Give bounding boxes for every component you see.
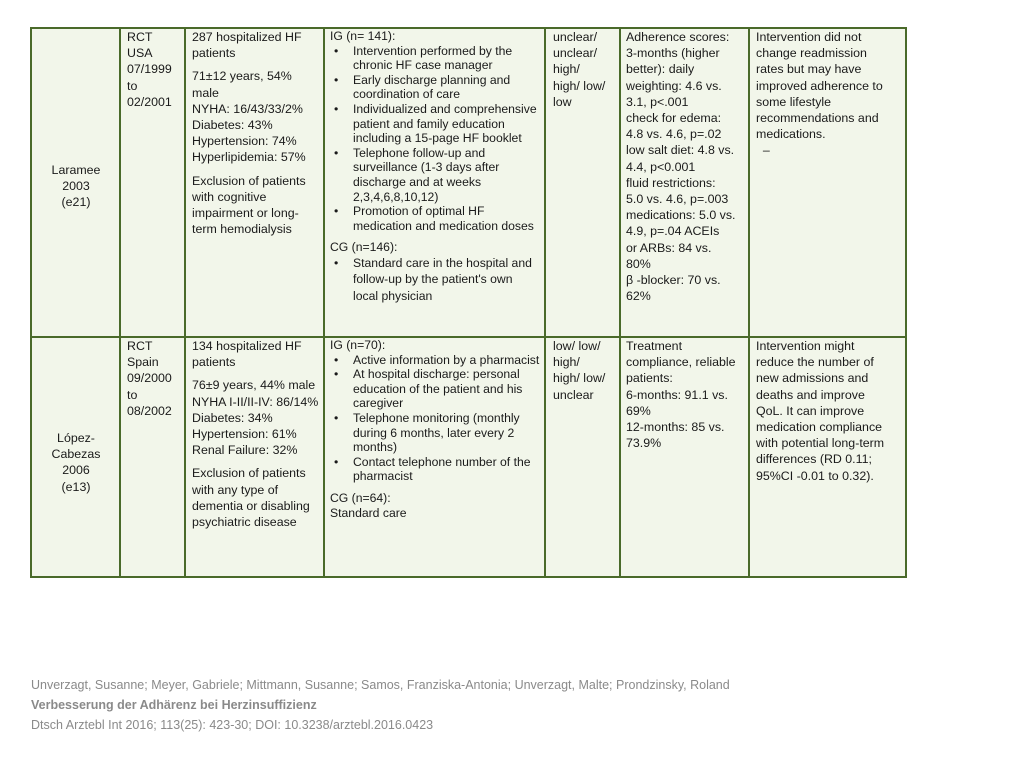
ig-list <box>330 44 540 234</box>
result-line: 69% <box>626 403 651 418</box>
result-line: better): daily <box>626 62 695 77</box>
risk-line: unclear/ <box>553 30 598 44</box>
population-line: Diabetes: 43% <box>192 118 273 133</box>
result-line: medications: 5.0 vs. <box>626 208 736 223</box>
conclusion-line: recommendations and <box>756 111 879 126</box>
conclusion-cell <box>756 29 904 159</box>
result-line: check for edema: <box>626 111 722 126</box>
population-line: Diabetes: 34% <box>192 410 273 425</box>
list-item: • Contact telephone number of the pharmacist <box>330 455 540 484</box>
design-line: to <box>127 387 138 402</box>
conclusion-line: new admissions and <box>756 371 869 386</box>
conclusion-line: some lifestyle <box>756 94 832 109</box>
risk-line: low/ low/ <box>553 339 601 353</box>
conclusion-line: Intervention did not <box>756 30 862 44</box>
design-line: 09/2000 <box>127 371 172 386</box>
result-line: 73.9% <box>626 436 662 451</box>
footer-citation: Dtsch Arztebl Int 2016; 113(25): 423-30; DOI: 10.3238/arztebl.2016.0423 <box>31 718 434 732</box>
list-item: • Standard care in the hospital and follow-up by the patient's own local physician <box>330 255 540 305</box>
conclusion-line: with potential long-term <box>756 436 885 451</box>
list-item: • Active information by a pharmacist <box>330 353 540 368</box>
cg-header: CG (n=64): <box>330 490 391 505</box>
evidence-table <box>30 27 907 578</box>
table-border-left <box>30 27 32 578</box>
risk-line: high/ low/ <box>553 78 606 93</box>
conclusion-cell <box>756 338 904 484</box>
risk-line: high/ <box>553 355 580 370</box>
exclusion-criteria: Exclusion of patients with cognitive impairment or long-term hemodialysis <box>192 173 306 237</box>
result-line: fluid restrictions: <box>626 175 716 190</box>
conclusion-line: differences (RD 0.11; <box>756 452 872 467</box>
result-line: β -blocker: 70 vs. <box>626 273 721 288</box>
population-cell <box>192 338 322 530</box>
ig-list <box>330 353 540 484</box>
list-item: • Intervention performed by the chronic HF case manager <box>330 44 540 73</box>
population-line: Hypertension: 61% <box>192 427 297 442</box>
study-name-line: López- <box>57 431 95 445</box>
footer-title: Verbesserung der Adhärenz bei Herzinsuffizienz <box>31 698 317 712</box>
conclusion-line: Intervention might <box>756 339 855 353</box>
column-divider <box>544 27 546 578</box>
list-item: • Early discharge planning and coordination of care <box>330 73 540 102</box>
study-name-line: Cabezas <box>51 447 101 462</box>
footer-authors: Unverzagt, Susanne; Meyer, Gabriele; Mittmann, Susanne; Samos, Franziska-Antonia; Unverzagt, Malte; Prondzinsky, Roland <box>31 678 730 692</box>
result-line: weighting: 4.6 vs. <box>626 78 722 93</box>
study-year-line: 2003 <box>62 179 90 194</box>
study-ref-line: (e13) <box>61 479 91 494</box>
conclusion-line: improved adherence to <box>756 78 883 93</box>
risk-line: high/ <box>553 62 580 77</box>
population-line: 287 hospitalized HF patients <box>192 30 302 61</box>
design-cell <box>127 338 183 419</box>
conclusion-line: medication compliance <box>756 420 883 435</box>
list-item: • At hospital discharge: personal education of the patient and his caregiver <box>330 367 540 411</box>
conclusion-line: change readmission <box>756 46 867 61</box>
result-line: or ARBs: 84 vs. <box>626 240 712 255</box>
conclusion-line: medications. <box>756 127 826 142</box>
list-item: • Telephone monitoring (monthly during 6 months, later every 2 months) <box>330 411 540 455</box>
population-cell <box>192 29 322 237</box>
table-border-right <box>905 27 907 578</box>
result-line: 5.0 vs. 4.6, p=.003 <box>626 192 729 207</box>
result-line: low salt diet: 4.8 vs. <box>626 143 735 158</box>
column-divider <box>184 27 186 578</box>
population-line: Renal Failure: 32% <box>192 443 298 458</box>
cg-text: Standard care <box>330 505 407 520</box>
result-line: 4.8 vs. 4.6, p=.02 <box>626 127 722 142</box>
result-line: 62% <box>626 289 651 304</box>
conclusion-line: QoL. It can improve <box>756 403 865 418</box>
design-line: Spain <box>127 355 159 370</box>
table-row <box>33 162 119 211</box>
study-year-line: 2006 <box>62 463 90 478</box>
column-divider <box>119 27 121 578</box>
result-line: patients: <box>626 371 673 386</box>
design-line: USA <box>127 46 153 61</box>
result-line: 6-months: 91.1 vs. <box>626 387 728 402</box>
risk-line: low <box>553 94 572 109</box>
design-line: 02/2001 <box>127 94 172 109</box>
population-line: NYHA I-II/II-IV: 86/14% <box>192 394 319 409</box>
design-line: to <box>127 78 138 93</box>
results-cell <box>626 29 748 304</box>
population-line: NYHA: 16/43/33/2% <box>192 101 303 116</box>
conclusion-line: – <box>756 143 770 158</box>
result-line: Adherence scores: <box>626 30 730 44</box>
population-line: 71±12 years, 54% male <box>192 69 292 100</box>
risk-line: high/ low/ <box>553 371 606 386</box>
intervention-cell <box>330 338 540 520</box>
study-ref-line: (e21) <box>61 195 91 210</box>
design-line: RCT <box>127 339 153 353</box>
risk-line: unclear/ <box>553 46 598 61</box>
table-border-bottom <box>30 576 907 578</box>
result-line: 4.4, p<0.001 <box>626 159 696 174</box>
list-item: • Telephone follow-up and surveillance (1-3 days after discharge and at weeks 2,3,4,6,8,10,12) <box>330 146 540 204</box>
result-line: 12-months: 85 vs. <box>626 420 725 435</box>
study-name-line: Laramee <box>51 163 101 177</box>
risk-of-bias-cell <box>553 29 619 110</box>
population-line: Hypertension: 74% <box>192 134 297 149</box>
result-line: Treatment <box>626 339 683 353</box>
column-divider <box>619 27 621 578</box>
result-line: 80% <box>626 256 651 271</box>
list-item: • Promotion of optimal HF medication and medication doses <box>330 204 540 233</box>
column-divider <box>748 27 750 578</box>
ig-header: IG (n=70): <box>330 338 386 352</box>
column-divider <box>323 27 325 578</box>
population-line: 134 hospitalized HF patients <box>192 339 302 370</box>
ig-header: IG (n= 141): <box>330 29 396 43</box>
design-line: 07/1999 <box>127 62 172 77</box>
result-line: 4.9, p=.04 ACEIs <box>626 224 720 239</box>
result-line: 3.1, p<.001 <box>626 94 689 109</box>
risk-line: unclear <box>553 387 594 402</box>
exclusion-criteria: Exclusion of patients with any type of dementia or disabling psychiatric disease <box>192 466 310 530</box>
cg-header: CG (n=146): <box>330 240 398 255</box>
conclusion-line: 95%CI -0.01 to 0.32). <box>756 468 874 483</box>
results-cell <box>626 338 748 451</box>
risk-of-bias-cell <box>553 338 619 403</box>
conclusion-line: reduce the number of <box>756 355 874 370</box>
result-line: 3-months (higher <box>626 46 720 61</box>
conclusion-line: deaths and improve <box>756 387 865 402</box>
population-line: Hyperlipidemia: 57% <box>192 150 306 165</box>
population-line: 76±9 years, 44% male <box>192 378 316 393</box>
conclusion-line: rates but may have <box>756 62 862 77</box>
result-line: compliance, reliable <box>626 355 736 370</box>
design-line: 08/2002 <box>127 403 172 418</box>
intervention-cell <box>330 29 540 304</box>
table-row <box>33 430 119 495</box>
design-cell <box>127 29 183 110</box>
cg-list <box>330 255 540 305</box>
design-line: RCT <box>127 30 153 44</box>
list-item: • Individualized and comprehensive patient and family education including a 15-page HF booklet <box>330 102 540 146</box>
